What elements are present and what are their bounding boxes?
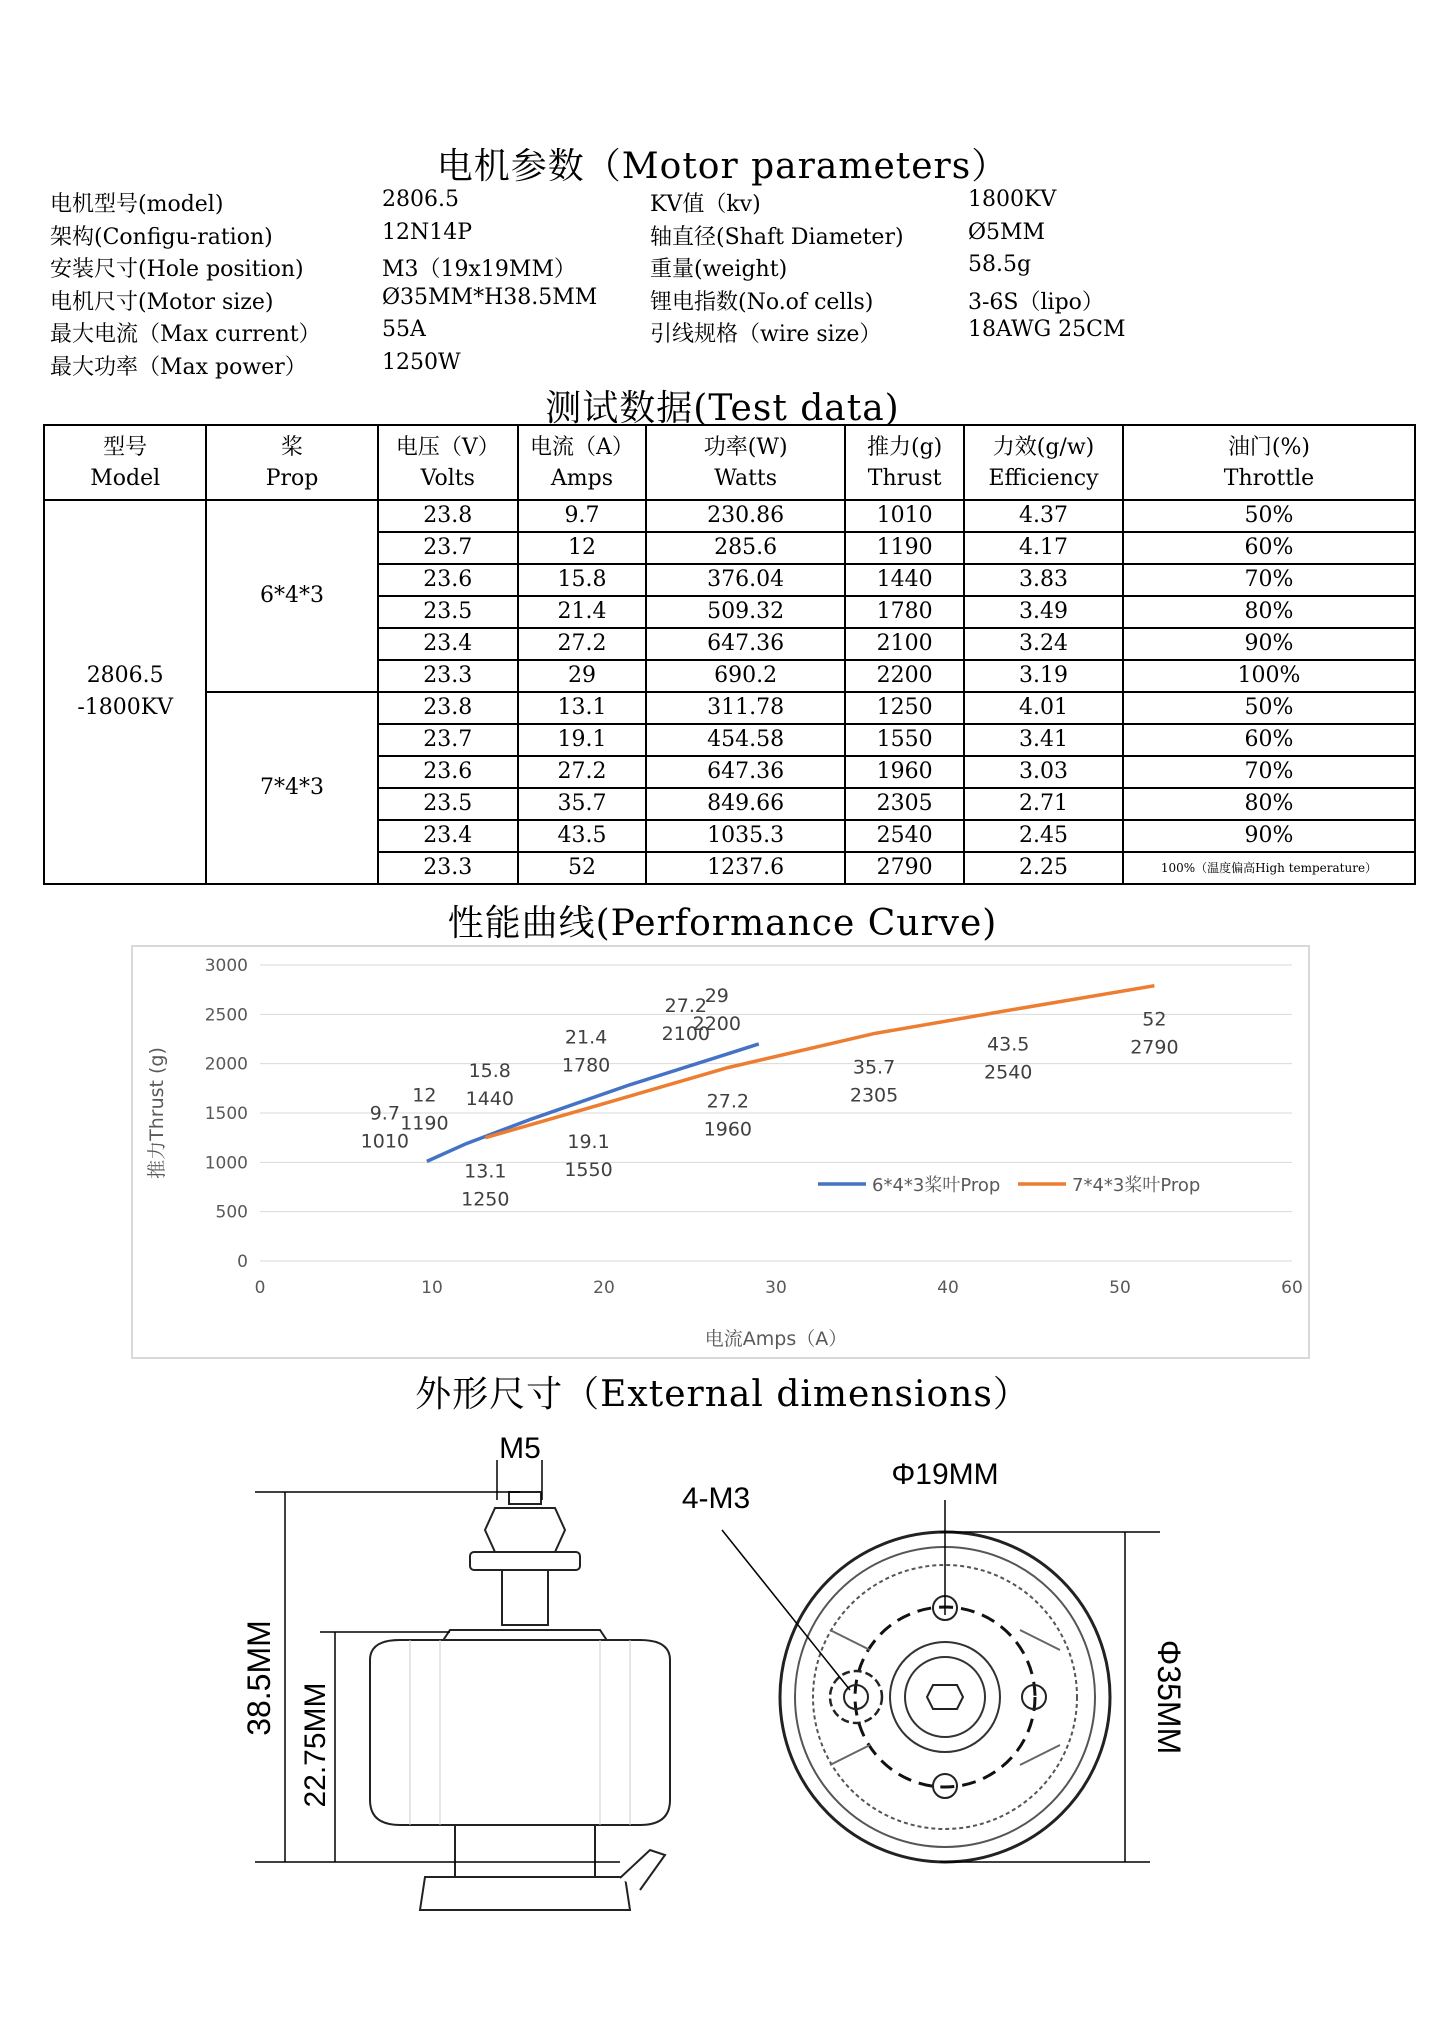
- data-label-y: 1190: [400, 1112, 449, 1135]
- table-cell: 23.6: [378, 756, 518, 788]
- test-data-title: 测试数据(Test data): [545, 388, 900, 429]
- dimension-drawing: [0, 1400, 1445, 1920]
- table-cell: 9.7: [518, 500, 646, 532]
- table-cell: 3.03: [964, 756, 1123, 788]
- header-en: Volts: [420, 465, 475, 491]
- y-tick-label: 1500: [204, 1104, 248, 1124]
- table-cell: 2.45: [964, 820, 1123, 852]
- table-cell: 70%: [1123, 756, 1415, 788]
- data-label-x: 27.2: [664, 994, 707, 1017]
- table-cell: 1550: [845, 724, 964, 756]
- table-cell: 2305: [845, 788, 964, 820]
- header-en: Throttle: [1223, 465, 1315, 491]
- data-label-y: 1440: [465, 1087, 514, 1110]
- param-label: 电机型号(model): [50, 192, 224, 217]
- height-total-label: 38.5MM: [241, 1620, 277, 1736]
- table-header-cell: [378, 425, 518, 500]
- header-en: Thrust: [867, 465, 942, 491]
- table-cell: 690.2: [646, 660, 845, 692]
- table-header-cell: [845, 425, 964, 500]
- param-value: 2806.5: [382, 187, 459, 212]
- data-label-x: 12: [412, 1084, 437, 1107]
- param-value: 1250W: [382, 349, 461, 375]
- table-cell: 1780: [845, 596, 964, 628]
- table-cell: 23.6: [378, 564, 518, 596]
- x-axis-label: 电流Amps（A）: [704, 1328, 848, 1350]
- performance-title: 性能曲线(Performance Curve): [447, 903, 998, 944]
- table-header-cell: [646, 425, 845, 500]
- table-cell: 23.7: [378, 724, 518, 756]
- table-cell: 23.3: [378, 852, 518, 884]
- table-cell: 60%: [1123, 532, 1415, 564]
- header-en: Model: [90, 465, 161, 491]
- data-label-x: 9.7: [369, 1102, 400, 1125]
- table-header-cell: [206, 425, 377, 500]
- data-label-y: 1960: [703, 1118, 753, 1141]
- param-label: 锂电指数(No.of cells): [650, 289, 874, 315]
- param-value: 1800KV: [968, 187, 1057, 212]
- table-cell: 23.8: [378, 500, 518, 532]
- table-cell: 43.5: [518, 820, 646, 852]
- table-cell: 23.4: [378, 628, 518, 660]
- table-cell: 3.41: [964, 724, 1123, 756]
- data-label-x: 43.5: [987, 1033, 1030, 1056]
- data-label-y: 1250: [461, 1188, 510, 1211]
- table-row: [44, 692, 1415, 724]
- table-cell: 90%: [1123, 628, 1415, 660]
- data-label-x: 15.8: [468, 1059, 511, 1082]
- header-cn: 力效(g/w): [992, 434, 1095, 460]
- param-label: 安装尺寸(Hole position): [50, 257, 304, 282]
- model-line: -1800KV: [77, 695, 174, 720]
- table-cell: 2540: [845, 820, 964, 852]
- table-cell: 13.1: [518, 692, 646, 724]
- param-value: M3（19x19MM）: [382, 257, 576, 282]
- y-tick-label: 500: [215, 1202, 248, 1223]
- table-cell: 376.04: [646, 564, 845, 596]
- table-cell: 2790: [845, 852, 964, 884]
- param-label: 重量(weight): [650, 257, 788, 282]
- table-cell: 27.2: [518, 628, 646, 660]
- data-label-x: 13.1: [464, 1160, 507, 1183]
- y-tick-label: 2000: [204, 1054, 248, 1075]
- prop-cell: 6*4*3: [206, 500, 377, 692]
- header-cn: 功率(W): [703, 434, 788, 460]
- table-cell: 1010: [845, 500, 964, 532]
- table-header-cell: [1123, 425, 1415, 500]
- x-tick-label: 10: [421, 1278, 443, 1298]
- x-tick-label: 20: [593, 1278, 615, 1298]
- header-cn: 油门(%): [1227, 434, 1310, 460]
- table-cell: 27.2: [518, 756, 646, 788]
- table-cell: 1440: [845, 564, 964, 596]
- param-label: KV值（kv): [650, 192, 761, 217]
- height-body-label: 22.75MM: [299, 1682, 332, 1808]
- dimensions-title: 外形尺寸（External dimensions）: [415, 1374, 1030, 1415]
- table-cell: 21.4: [518, 596, 646, 628]
- motor-params-title: 电机参数（Motor parameters）: [436, 146, 1009, 187]
- table-cell: 100%（温度偏高High temperature）: [1123, 852, 1415, 884]
- table-cell: 23.5: [378, 788, 518, 820]
- table-cell: 50%: [1123, 500, 1415, 532]
- data-label-x: 35.7: [852, 1056, 896, 1079]
- param-label: 架构(Configu-ration): [50, 224, 273, 250]
- data-label-y: 2305: [849, 1084, 899, 1107]
- header-cn: 电流（A）: [530, 434, 634, 460]
- table-cell: 1237.6: [646, 852, 845, 884]
- table-cell: 70%: [1123, 564, 1415, 596]
- table-cell: 454.58: [646, 724, 845, 756]
- table-cell: 23.7: [378, 532, 518, 564]
- table-cell: 285.6: [646, 532, 845, 564]
- table-cell: 647.36: [646, 756, 845, 788]
- data-label-x: 19.1: [567, 1131, 610, 1154]
- x-tick-label: 50: [1109, 1278, 1131, 1298]
- table-header-cell: [518, 425, 646, 500]
- table-header-row: [44, 425, 1415, 500]
- table-cell: 2100: [845, 628, 964, 660]
- param-label: 最大电流（Max current）: [50, 322, 321, 347]
- model-line: 2806.5: [86, 663, 164, 688]
- header-cn: 桨: [281, 434, 304, 460]
- y-tick-label: 3000: [204, 956, 248, 976]
- data-label-x: 52: [1142, 1008, 1167, 1031]
- table-row: [44, 500, 1415, 532]
- table-cell: 3.49: [964, 596, 1123, 628]
- param-value: Ø35MM*H38.5MM: [382, 284, 598, 310]
- table-cell: 3.24: [964, 628, 1123, 660]
- diameter-label: Φ35MM: [1151, 1639, 1187, 1755]
- param-value: 3-6S（lipo）: [968, 289, 1104, 315]
- holes-label: 4-M3: [681, 1482, 751, 1515]
- m5-label: M5: [499, 1432, 541, 1465]
- table-cell: 23.8: [378, 692, 518, 724]
- data-label-y: 1550: [564, 1159, 613, 1182]
- data-label-y: 2100: [661, 1022, 711, 1045]
- table-cell: 80%: [1123, 788, 1415, 820]
- header-cn: 电压（V）: [395, 434, 500, 460]
- y-tick-label: 0: [237, 1252, 248, 1272]
- table-cell: 52: [518, 852, 646, 884]
- table-cell: 4.37: [964, 500, 1123, 532]
- param-value: Ø5MM: [968, 219, 1046, 245]
- table-cell: 100%: [1123, 660, 1415, 692]
- table-cell: 3.83: [964, 564, 1123, 596]
- param-label: 轴直径(Shaft Diameter): [650, 224, 904, 250]
- header-cn: 型号: [103, 434, 148, 460]
- table-cell: 2.71: [964, 788, 1123, 820]
- table-cell: 50%: [1123, 692, 1415, 724]
- table-cell: 29: [518, 660, 646, 692]
- table-cell: 230.86: [646, 500, 845, 532]
- table-cell: 2200: [845, 660, 964, 692]
- table-cell: 60%: [1123, 724, 1415, 756]
- data-label-x: 29: [704, 984, 729, 1007]
- table-cell: 3.19: [964, 660, 1123, 692]
- data-label-y: 2540: [984, 1061, 1033, 1084]
- table-cell: 80%: [1123, 596, 1415, 628]
- performance-chart: [133, 947, 1308, 1357]
- legend-label: 6*4*3桨叶Prop: [872, 1175, 1001, 1196]
- header-cn: 推力(g): [867, 434, 943, 460]
- table-cell: 1035.3: [646, 820, 845, 852]
- table-cell: 12: [518, 532, 646, 564]
- table-cell: 647.36: [646, 628, 845, 660]
- param-label: 电机尺寸(Motor size): [50, 289, 274, 315]
- test-data-table: [43, 424, 1416, 885]
- x-tick-label: 40: [937, 1278, 959, 1298]
- table-cell: 19.1: [518, 724, 646, 756]
- table-cell: 849.66: [646, 788, 845, 820]
- param-value: 12N14P: [382, 219, 473, 245]
- table-cell: 1960: [845, 756, 964, 788]
- data-label-y: 1010: [360, 1130, 410, 1153]
- motor-side-view: [370, 1492, 670, 1910]
- param-label: 最大功率（Max power）: [50, 354, 307, 380]
- table-header-cell: [44, 425, 206, 500]
- table-cell: 311.78: [646, 692, 845, 724]
- table-cell: 509.32: [646, 596, 845, 628]
- legend-label: 7*4*3桨叶Prop: [1072, 1175, 1201, 1196]
- table-cell: 90%: [1123, 820, 1415, 852]
- param-value: 55A: [382, 317, 426, 342]
- data-label-x: 21.4: [564, 1026, 608, 1049]
- table-cell: 23.4: [378, 820, 518, 852]
- header-en: Amps: [550, 465, 614, 491]
- table-header-cell: [964, 425, 1123, 500]
- data-label-x: 27.2: [706, 1090, 749, 1113]
- hole-spacing-label: Φ19MM: [891, 1458, 999, 1491]
- data-label-y: 2790: [1130, 1036, 1179, 1059]
- x-tick-label: 0: [254, 1278, 266, 1298]
- model-cell: [44, 500, 206, 884]
- table-cell: 15.8: [518, 564, 646, 596]
- y-axis-label: 推力Thrust (g): [146, 1047, 168, 1179]
- table-cell: 23.3: [378, 660, 518, 692]
- param-label: 引线规格（wire size）: [650, 322, 882, 347]
- data-label-y: 2200: [692, 1012, 741, 1035]
- x-tick-label: 60: [1281, 1278, 1303, 1298]
- table-cell: 1190: [845, 532, 964, 564]
- table-cell: 4.17: [964, 532, 1123, 564]
- data-label-y: 1780: [561, 1054, 611, 1077]
- header-en: Efficiency: [988, 465, 1099, 491]
- table-cell: 23.5: [378, 596, 518, 628]
- param-value: 58.5g: [968, 252, 1032, 277]
- table-cell: 4.01: [964, 692, 1123, 724]
- table-cell: 2.25: [964, 852, 1123, 884]
- header-en: Prop: [265, 465, 319, 491]
- y-tick-label: 2500: [204, 1005, 248, 1026]
- y-tick-label: 1000: [204, 1153, 248, 1174]
- table-cell: 1250: [845, 692, 964, 724]
- header-en: Watts: [714, 465, 778, 491]
- table-cell: 35.7: [518, 788, 646, 820]
- param-value: 18AWG 25CM: [968, 317, 1126, 342]
- x-tick-label: 30: [765, 1278, 787, 1298]
- chart-frame: [131, 945, 1310, 1359]
- prop-cell: 7*4*3: [206, 692, 377, 884]
